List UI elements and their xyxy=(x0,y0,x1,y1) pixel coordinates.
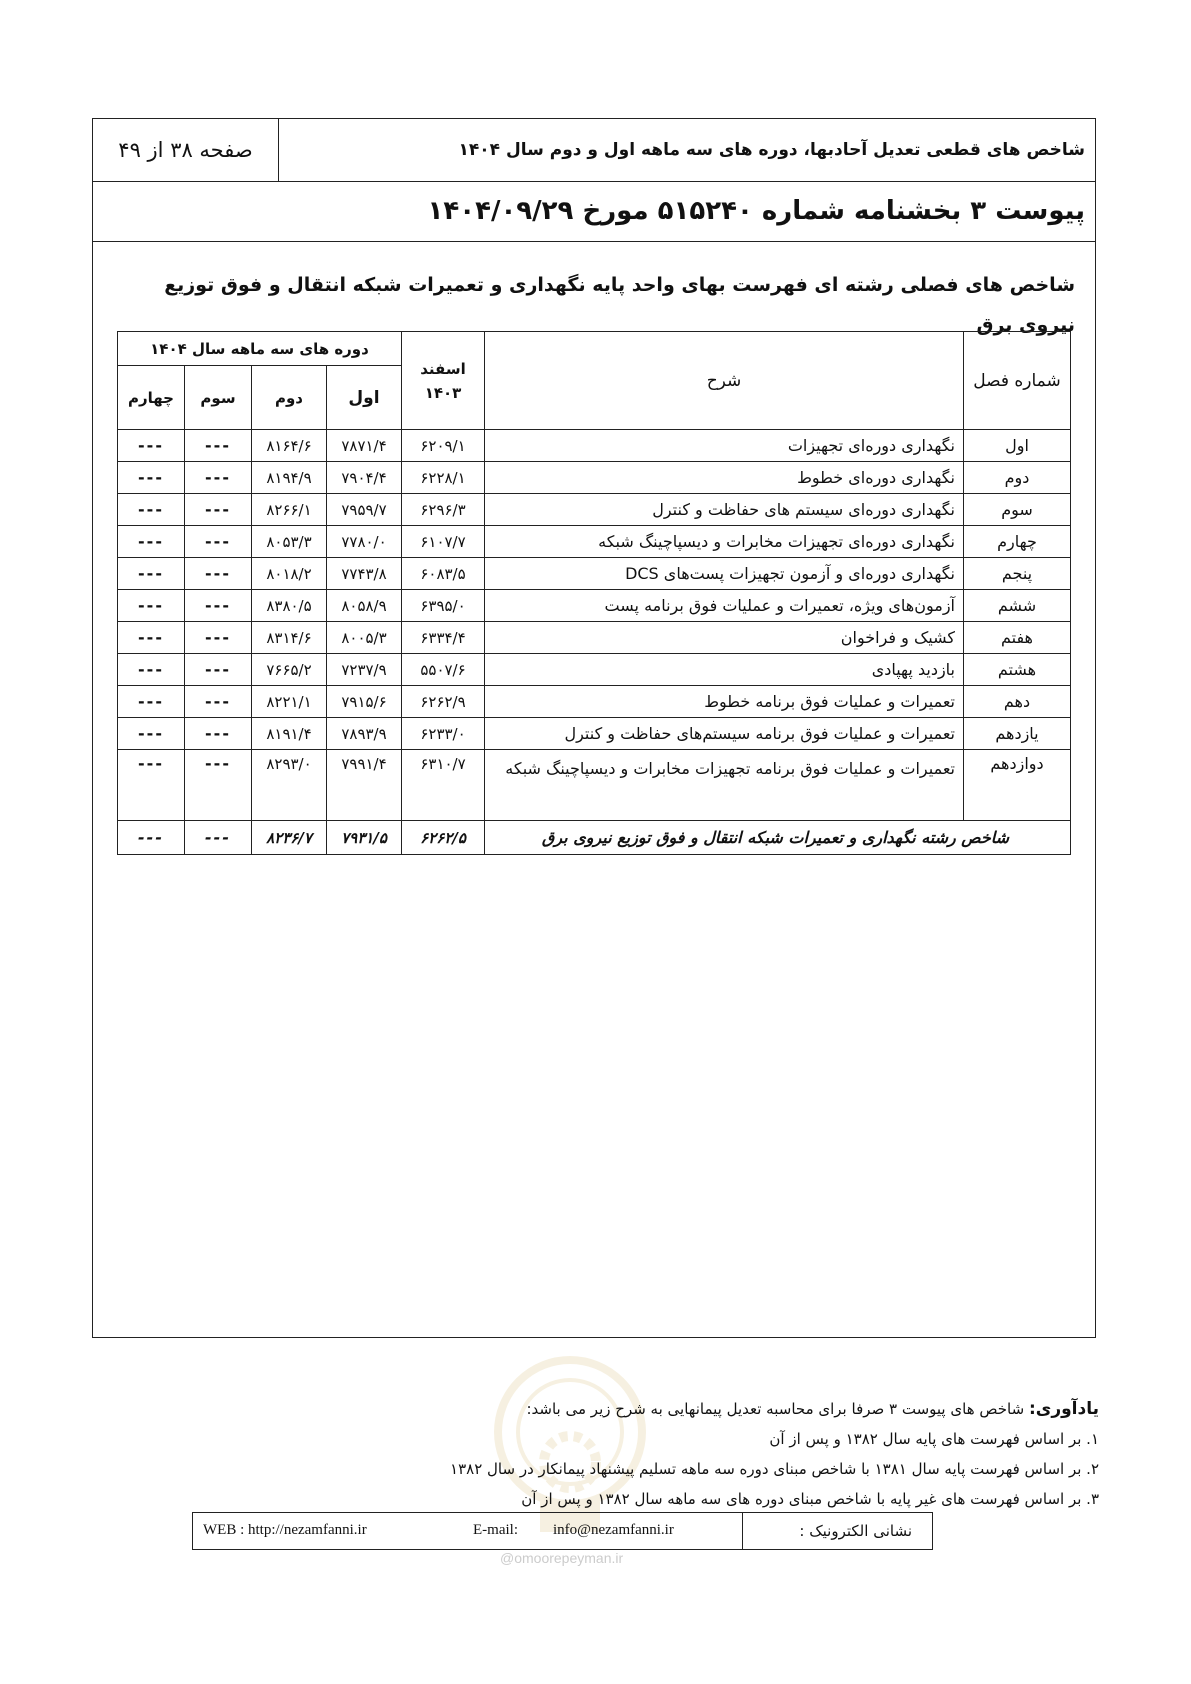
row-esfand: ۶۲۶۲/۹ xyxy=(402,686,485,718)
row-q2: ۸۳۸۰/۵ xyxy=(252,590,327,622)
row-q1: ۷۸۷۱/۴ xyxy=(327,430,402,462)
header-q1: اول xyxy=(327,366,402,430)
row-q4: --- xyxy=(118,686,185,718)
row-esfand: ۶۳۹۵/۰ xyxy=(402,590,485,622)
index-table xyxy=(117,331,1071,855)
row-q2: ۷۶۶۵/۲ xyxy=(252,654,327,686)
table-row xyxy=(118,558,1071,590)
row-q3: --- xyxy=(185,622,252,654)
header-q2: دوم xyxy=(252,366,327,430)
row-q4: --- xyxy=(118,622,185,654)
header-chapter: شماره فصل xyxy=(964,332,1071,430)
header-esfand xyxy=(402,332,485,430)
section-title: شاخص های فصلی رشته ای فهرست بهای واحد پایه نگهداری و تعمیرات شبکه انتقال و فوق توزیع نیروی برق xyxy=(164,274,1075,336)
row-q1: ۷۹۱۵/۶ xyxy=(327,686,402,718)
row-esfand: ۶۱۰۷/۷ xyxy=(402,526,485,558)
total-esfand: ۶۲۶۲/۵ xyxy=(402,821,485,855)
row-esfand: ۶۲۳۳/۰ xyxy=(402,718,485,750)
row-q1: ۷۷۴۳/۸ xyxy=(327,558,402,590)
row-q1: ۷۸۹۳/۹ xyxy=(327,718,402,750)
row-q3: --- xyxy=(185,686,252,718)
table-row xyxy=(118,654,1071,686)
page-number: صفحه ۳۸ از ۴۹ xyxy=(93,119,279,181)
total-row xyxy=(118,821,1071,855)
row-q1: ۷۹۵۹/۷ xyxy=(327,494,402,526)
row-description: نگهداری دوره‌ای سیستم های حفاظت و کنترل xyxy=(485,494,964,526)
row-q1: ۸۰۰۵/۳ xyxy=(327,622,402,654)
row-q1: ۸۰۵۸/۹ xyxy=(327,590,402,622)
total-q3: --- xyxy=(185,821,252,855)
contact-box xyxy=(192,1512,933,1550)
row-q4: --- xyxy=(118,526,185,558)
row-q3: --- xyxy=(185,494,252,526)
row-chapter: دوم xyxy=(964,462,1071,494)
row-q3: --- xyxy=(185,526,252,558)
total-description: شاخص رشته نگهداری و تعمیرات شبکه انتقال و فوق توزیع نیروی برق xyxy=(485,821,1071,855)
row-esfand: ۶۰۸۳/۵ xyxy=(402,558,485,590)
contact-label: نشانی الکترونیک : xyxy=(742,1513,932,1549)
header-row xyxy=(93,119,1095,182)
row-description: تعمیرات و عملیات فوق برنامه خطوط xyxy=(485,686,964,718)
row-q1: ۷۹۹۱/۴ xyxy=(327,750,402,821)
row-description: نگهداری دوره‌ای تجهیزات xyxy=(485,430,964,462)
row-q3: --- xyxy=(185,590,252,622)
table-row xyxy=(118,750,1071,821)
note-intro-line xyxy=(150,1394,1099,1424)
row-chapter: هشتم xyxy=(964,654,1071,686)
note-item: ۱. بر اساس فهرست های پایه سال ۱۳۸۲ و پس از آن xyxy=(769,1430,1099,1448)
row-q2: ۸۲۶۶/۱ xyxy=(252,494,327,526)
note-label: یادآوری: xyxy=(1028,1399,1099,1419)
reminder-note xyxy=(150,1394,1099,1514)
row-q2: ۸۰۵۳/۳ xyxy=(252,526,327,558)
row-q4: --- xyxy=(118,654,185,686)
row-chapter: هفتم xyxy=(964,622,1071,654)
note-intro: شاخص های پیوست ۳ صرفا برای محاسبه تعدیل پیمانهایی به شرح زیر می باشد: xyxy=(526,1400,1025,1418)
document-frame xyxy=(92,118,1096,1338)
row-q2: ۸۲۲۱/۱ xyxy=(252,686,327,718)
website-link[interactable]: WEB : http://nezamfanni.ir xyxy=(203,1522,367,1538)
table-row xyxy=(118,430,1071,462)
total-q2: ۸۲۳۶/۷ xyxy=(252,821,327,855)
row-chapter: چهارم xyxy=(964,526,1071,558)
row-esfand: ۵۵۰۷/۶ xyxy=(402,654,485,686)
row-q2: ۸۱۹۱/۴ xyxy=(252,718,327,750)
row-q3: --- xyxy=(185,750,252,821)
header-description: شرح xyxy=(485,332,964,430)
row-q3: --- xyxy=(185,558,252,590)
row-q1: ۷۹۰۴/۴ xyxy=(327,462,402,494)
row-chapter: یازدهم xyxy=(964,718,1071,750)
row-esfand: ۶۳۱۰/۷ xyxy=(402,750,485,821)
row-q3: --- xyxy=(185,654,252,686)
row-q4: --- xyxy=(118,494,185,526)
note-item: ۲. بر اساس فهرست پایه سال ۱۳۸۱ با شاخص مبنای دوره سه ماهه تسلیم پیشنهاد پیمانکار در سال ۱۳۸۲ xyxy=(450,1460,1099,1478)
row-description: نگهداری دوره‌ای تجهیزات مخابرات و دیسپاچینگ شبکه xyxy=(485,526,964,558)
row-q4: --- xyxy=(118,558,185,590)
table-row xyxy=(118,494,1071,526)
row-description: تعمیرات و عملیات فوق برنامه سیستم‌های حفاظت و کنترل xyxy=(485,718,964,750)
row-description: آزمون‌های ویژه، تعمیرات و عملیات فوق برنامه پست xyxy=(485,590,964,622)
header-q4: چهارم xyxy=(118,366,185,430)
row-q1: ۷۲۳۷/۹ xyxy=(327,654,402,686)
row-q4: --- xyxy=(118,590,185,622)
row-description: نگهداری دوره‌ای و آزمون تجهیزات پست‌های DCS xyxy=(485,558,964,590)
row-esfand: ۶۲۹۶/۳ xyxy=(402,494,485,526)
row-q4: --- xyxy=(118,462,185,494)
table-row xyxy=(118,622,1071,654)
row-q3: --- xyxy=(185,462,252,494)
row-chapter: ششم xyxy=(964,590,1071,622)
table-row xyxy=(118,462,1071,494)
row-chapter: دوازدهم xyxy=(964,750,1071,821)
row-esfand: ۶۲۲۸/۱ xyxy=(402,462,485,494)
row-q2: ۸۱۶۴/۶ xyxy=(252,430,327,462)
row-q3: --- xyxy=(185,718,252,750)
watermark-text: @omoorepeyman.ir xyxy=(500,1550,624,1566)
table-row xyxy=(118,686,1071,718)
row-esfand: ۶۳۳۴/۴ xyxy=(402,622,485,654)
row-chapter: سوم xyxy=(964,494,1071,526)
row-q2: ۸۰۱۸/۲ xyxy=(252,558,327,590)
row-description: بازدید پهپادی xyxy=(485,654,964,686)
document-title: شاخص های قطعی تعدیل آحادبها، دوره های سه ماهه اول و دوم سال ۱۴۰۴ xyxy=(458,140,1085,160)
table-row xyxy=(118,590,1071,622)
row-q2: ۸۱۹۴/۹ xyxy=(252,462,327,494)
table-row xyxy=(118,718,1071,750)
row-chapter: دهم xyxy=(964,686,1071,718)
row-description: کشیک و فراخوان xyxy=(485,622,964,654)
header-quarter-group: دوره های سه ماهه سال ۱۴۰۴ xyxy=(118,332,402,366)
row-q3: --- xyxy=(185,430,252,462)
email-label: E-mail: xyxy=(473,1522,518,1538)
row-esfand: ۶۲۰۹/۱ xyxy=(402,430,485,462)
row-q4: --- xyxy=(118,430,185,462)
row-chapter: اول xyxy=(964,430,1071,462)
note-item: ۳. بر اساس فهرست های غیر پایه با شاخص مبنای دوره های سه ماهه سال ۱۳۸۲ و پس از آن xyxy=(521,1490,1099,1508)
row-q4: --- xyxy=(118,718,185,750)
row-chapter: پنجم xyxy=(964,558,1071,590)
header-q3: سوم xyxy=(185,366,252,430)
row-q1: ۷۷۸۰/۰ xyxy=(327,526,402,558)
document-subtitle: پیوست ۳ بخشنامه شماره ۵۱۵۲۴۰ مورخ ۱۴۰۴/۰۹/۲۹ xyxy=(93,181,1095,242)
row-q2: ۸۲۹۳/۰ xyxy=(252,750,327,821)
header-esfand-label: اسفند ۱۴۰۳ xyxy=(420,359,466,402)
row-description: تعمیرات و عملیات فوق برنامه تجهیزات مخابرات و دیسپاچینگ شبکه xyxy=(485,750,964,821)
total-q1: ۷۹۳۱/۵ xyxy=(327,821,402,855)
row-q2: ۸۳۱۴/۶ xyxy=(252,622,327,654)
total-q4: --- xyxy=(118,821,185,855)
row-q4: --- xyxy=(118,750,185,821)
table-row xyxy=(118,526,1071,558)
email-link[interactable]: info@nezamfanni.ir xyxy=(553,1522,674,1538)
row-description: نگهداری دوره‌ای خطوط xyxy=(485,462,964,494)
